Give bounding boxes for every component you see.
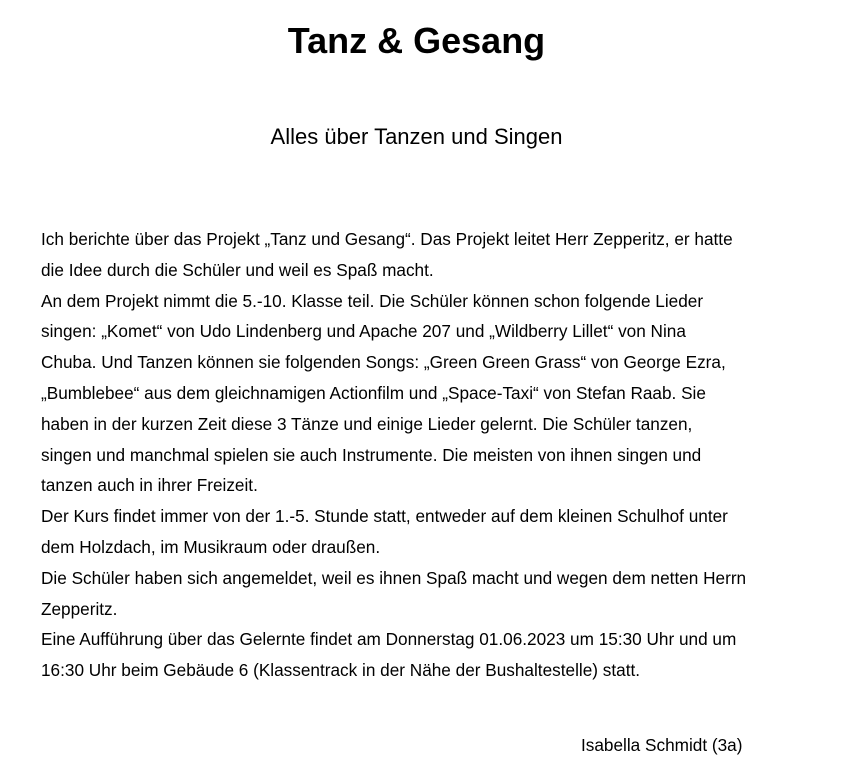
article-body bbox=[41, 224, 811, 686]
article-line: die Idee durch die Schüler und weil es Spaß macht. bbox=[41, 259, 434, 280]
document-subtitle: Alles über Tanzen und Singen bbox=[270, 124, 563, 149]
article-line: singen und manchmal spielen sie auch Instrumente. Die meisten von ihnen singen und bbox=[41, 444, 702, 465]
article-line: dem Holzdach, im Musikraum oder draußen. bbox=[41, 536, 381, 557]
article-line: An dem Projekt nimmt die 5.-10. Klasse teil. Die Schüler können schon folgende Lieder bbox=[41, 290, 704, 311]
article-line: Chuba. Und Tanzen können sie folgenden Songs: „Green Green Grass“ von George Ezra, bbox=[41, 352, 726, 373]
article-line: tanzen auch in ihrer Freizeit. bbox=[41, 475, 258, 496]
article-line: Eine Aufführung über das Gelernte findet am Donnerstag 01.06.2023 um 15:30 Uhr und um bbox=[41, 629, 737, 650]
article-line: Der Kurs findet immer von der 1.-5. Stunde statt, entweder auf dem kleinen Schulhof unter bbox=[41, 506, 728, 527]
article-line: haben in der kurzen Zeit diese 3 Tänze und einige Lieder gelernt. Die Schüler tanzen, bbox=[41, 413, 693, 434]
article-line: Zepperitz. bbox=[41, 598, 118, 619]
article-line: singen: „Komet“ von Udo Lindenberg und Apache 207 und „Wildberry Lillet“ von Nina bbox=[41, 321, 686, 342]
article-line: Die Schüler haben sich angemeldet, weil es ihnen Spaß macht und wegen dem netten Herrn bbox=[41, 567, 747, 588]
author-signature: Isabella Schmidt (3a) bbox=[581, 735, 743, 755]
document-title: Tanz & Gesang bbox=[287, 20, 546, 61]
article-line: Ich berichte über das Projekt „Tanz und Gesang“. Das Projekt leitet Herr Zepperitz, er hatte bbox=[41, 229, 733, 249]
article-line: „Bumblebee“ aus dem gleichnamigen Actionfilm und „Space-Taxi“ von Stefan Raab. Sie bbox=[41, 382, 706, 403]
article-line: 16:30 Uhr beim Gebäude 6 (Klassentrack in der Nähe der Bushaltestelle) statt. bbox=[41, 660, 641, 681]
